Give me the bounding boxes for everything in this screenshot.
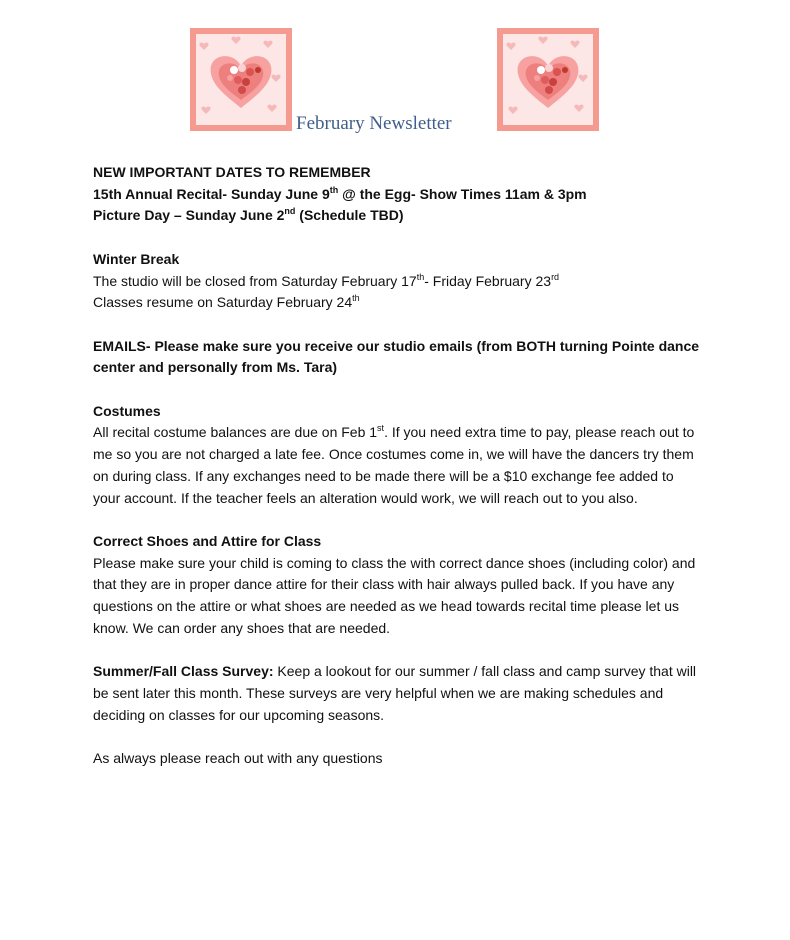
winter-resume-text: Classes resume on Saturday February 24th — [93, 293, 360, 311]
closing-text: As always please reach out with any questions — [93, 749, 383, 766]
costumes-text: All recital costume balances are due on Feb 1st. If you need extra time to pay, please reach out to me so you are not charged a late fee. Once costumes come in, we will have the dancers try them on during class. If any exchanges need to be made there will be a $10 exchange fee added to your account. If the teacher feels an alteration would work, we will reach out to you also. — [93, 423, 695, 506]
survey-label: Summer/Fall Class Survey: — [93, 663, 274, 680]
heart-image-right — [497, 28, 599, 131]
shoes-heading: Correct Shoes and Attire for Class — [93, 532, 322, 549]
shoes-text: Please make sure your child is coming to class the with correct dance shoes (including color) and that they are in proper dance attire for their class with hair always pulled back. If you have any questions on the attire or what shoes are needed as we head towards recital time please let us know. We can order any shoes that are needed. — [93, 554, 696, 636]
dates-heading: NEW IMPORTANT DATES TO REMEMBER — [93, 164, 371, 180]
picture-day-date: Picture Day – Sunday June 2nd (Schedule TBD) — [93, 206, 404, 224]
survey-text: Keep a lookout for our summer / fall class and camp survey that will be sent later this month. These surveys are very helpful when we are making schedules and deciding on classes for our upcoming seasons. — [93, 663, 697, 723]
winter-closed-text: The studio will be closed from Saturday February 17th- Friday February 23rd — [93, 271, 560, 289]
recital-date: 15th Annual Recital- Sunday June 9th @ the Egg- Show Times 11am & 3pm — [93, 184, 587, 202]
heart-image-left — [190, 28, 292, 131]
newsletter-body — [93, 162, 703, 770]
costumes-heading: Costumes — [93, 402, 161, 419]
newsletter-title: February Newsletter — [296, 113, 452, 134]
emails-notice: EMAILS- Please make sure you receive our studio emails (from BOTH turning Pointe dance center and personally from Ms. Tara) — [93, 337, 700, 376]
survey-paragraph — [93, 661, 703, 726]
winter-break-heading: Winter Break — [93, 250, 180, 267]
